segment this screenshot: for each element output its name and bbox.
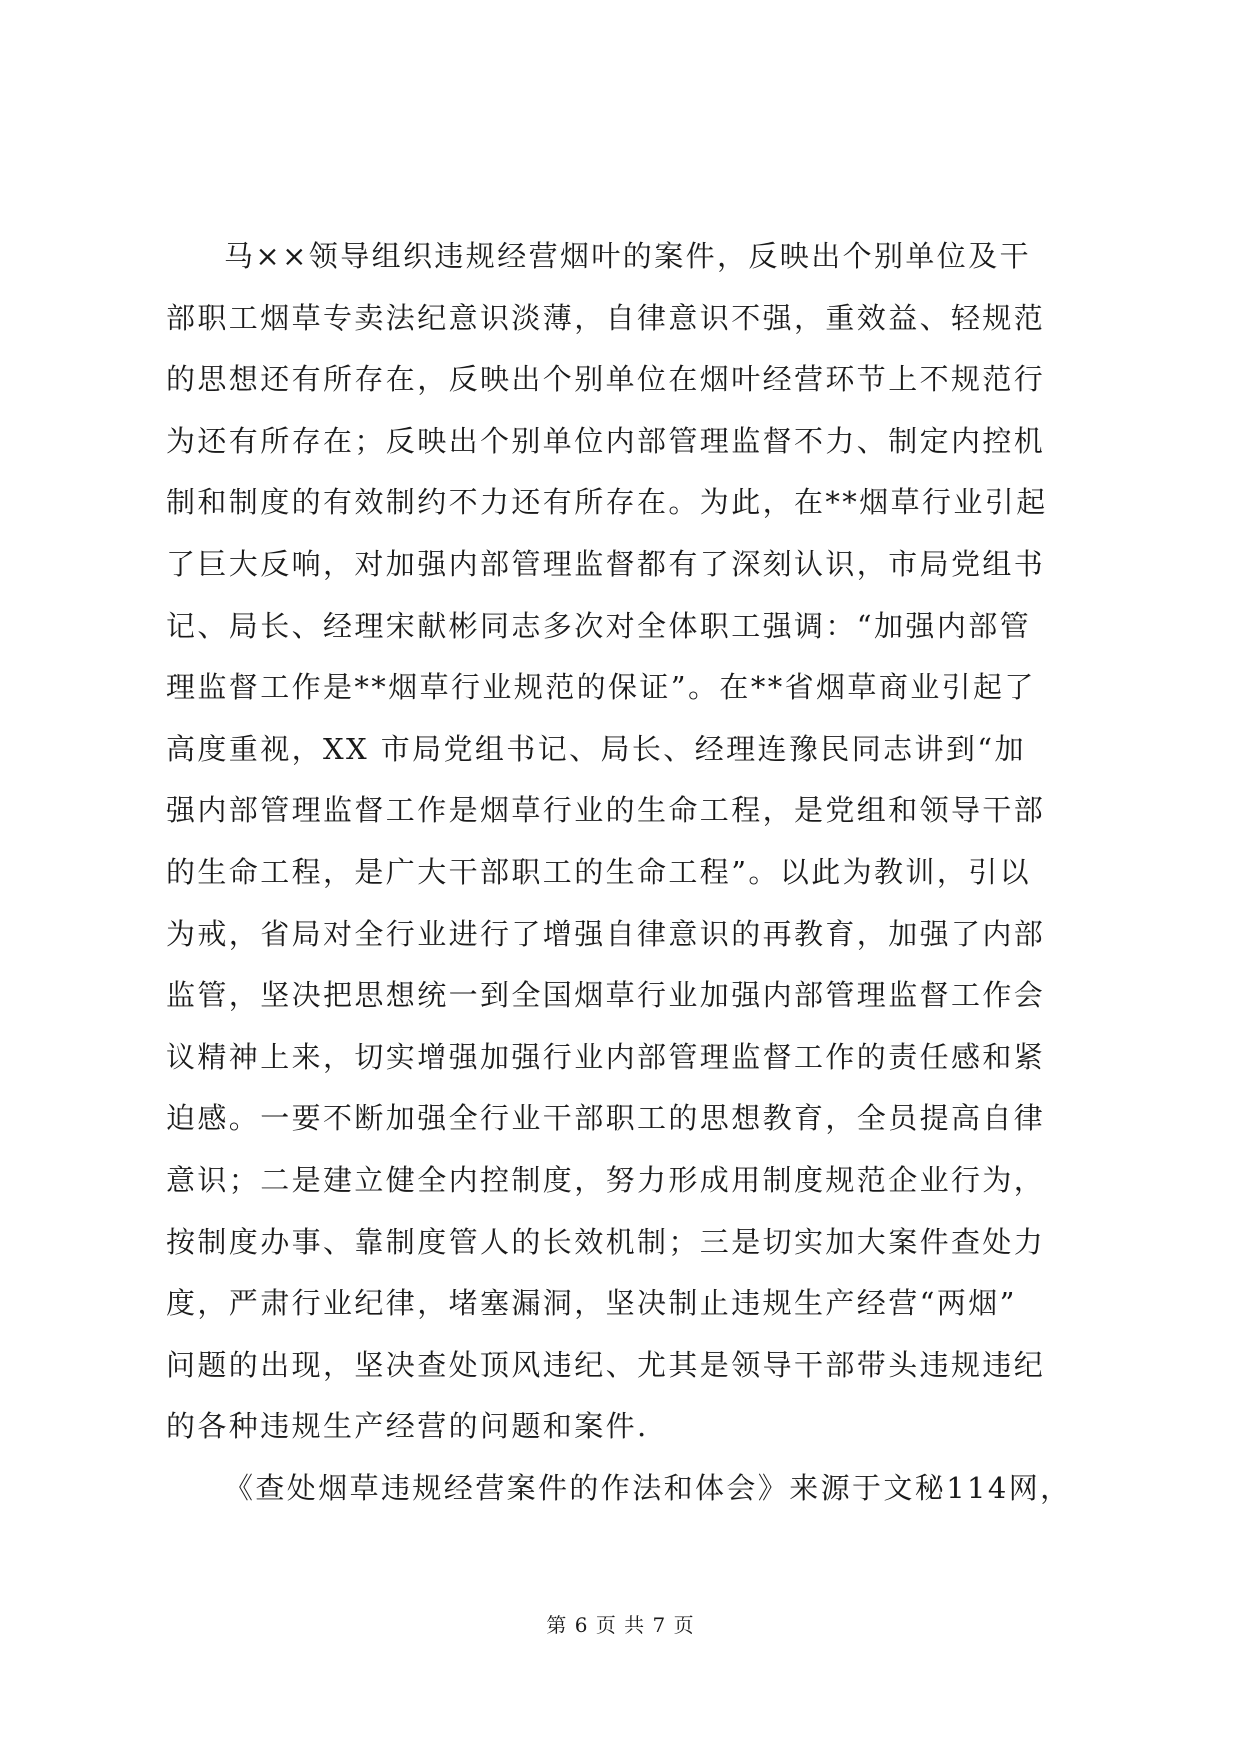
paragraph-line: 《查处烟草违规经营案件的作法和体会》来源于文秘114网， bbox=[224, 1470, 1072, 1505]
paragraph-line: 的生命工程，是广大干部职工的生命工程”。以此为教训，引以 bbox=[166, 854, 1032, 889]
paragraph-line: 部职工烟草专卖法纪意识淡薄，自律意识不强，重效益、轻规范 bbox=[166, 300, 1046, 335]
paragraph-line: 按制度办事、靠制度管人的长效机制；三是切实加大案件查处力 bbox=[166, 1224, 1046, 1259]
paragraph-line: 议精神上来，切实增强加强行业内部管理监督工作的责任感和紧 bbox=[166, 1039, 1046, 1074]
paragraph-line: 制和制度的有效制约不力还有所存在。为此，在**烟草行业引起 bbox=[166, 485, 1048, 520]
paragraph-line: 为还有所存在；反映出个别单位内部管理监督不力、制定内控机 bbox=[166, 423, 1046, 458]
paragraph-line: 监管，坚决把思想统一到全国烟草行业加强内部管理监督工作会 bbox=[166, 978, 1046, 1013]
document-body bbox=[166, 226, 1082, 1519]
paragraph-line: 理监督工作是**烟草行业规范的保证”。在**省烟草商业引起了 bbox=[166, 670, 1036, 705]
paragraph-line: 的思想还有所存在，反映出个别单位在烟叶经营环节上不规范行 bbox=[166, 362, 1046, 397]
paragraph-line: 度，严肃行业纪律，堵塞漏洞，坚决制止违规生产经营“两烟” bbox=[166, 1286, 1017, 1321]
paragraph-line: 了巨大反响，对加强内部管理监督都有了深刻认识，市局党组书 bbox=[166, 546, 1046, 581]
paragraph-line: 马××领导组织违规经营烟叶的案件，反映出个别单位及干 bbox=[224, 239, 1031, 273]
paragraph-line: 问题的出现，坚决查处顶风违纪、尤其是领导干部带头违规违纪 bbox=[166, 1347, 1046, 1382]
paragraph-line: 的各种违规生产经营的问题和案件. bbox=[166, 1409, 649, 1444]
paragraph-line: 为戒，省局对全行业进行了增强自律意识的再教育，加强了内部 bbox=[166, 916, 1046, 951]
paragraph-line: 记、局长、经理宋献彬同志多次对全体职工强调：“加强内部管 bbox=[166, 608, 1032, 643]
paragraph-line: 高度重视，XX 市局党组书记、局长、经理连豫民同志讲到“加 bbox=[166, 731, 1026, 766]
paragraph-line: 意识；二是建立健全内控制度，努力形成用制度规范企业行为， bbox=[166, 1162, 1046, 1197]
page-footer: 第 6 页 共 7 页 bbox=[546, 1613, 695, 1637]
paragraph-line: 迫感。一要不断加强全行业干部职工的思想教育，全员提高自律 bbox=[166, 1101, 1046, 1136]
paragraph-line: 强内部管理监督工作是烟草行业的生命工程，是党组和领导干部 bbox=[166, 793, 1046, 828]
